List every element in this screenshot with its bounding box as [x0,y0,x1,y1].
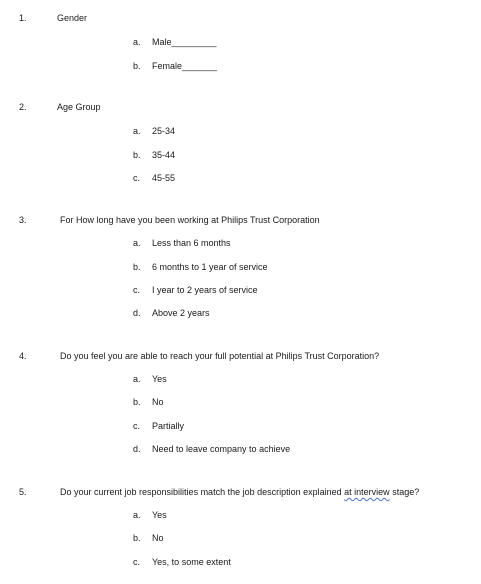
option-text: 35-44 [152,150,176,160]
question-text: Do you feel you are able to reach your full potential at Philips Trust Corporation? [60,351,380,361]
option-text: No [152,533,164,543]
option-letter: b. [133,150,141,160]
grammar-flagged-text[interactable]: at interview [344,487,390,497]
option-letter: c. [133,421,141,431]
option-letter: b. [133,397,141,407]
option-text: Less than 6 months [152,238,231,248]
option-letter: c. [133,285,141,295]
option-letter: c. [133,173,141,183]
option-text: Partially [152,421,185,431]
option-letter: a. [133,238,141,248]
option-text: Yes, to some extent [152,557,231,567]
option-text: 6 months to 1 year of service [152,262,268,272]
option-text: Male_________ [152,37,217,47]
question-text-start: Do your current job responsibilities match the job description explained [60,487,345,497]
option-text: Yes [152,510,167,520]
option-letter: a. [133,374,141,384]
option-letter: a. [133,126,141,136]
option-text: Above 2 years [152,308,210,318]
question-text: Age Group [57,102,101,112]
question-text-end: stage? [389,487,420,497]
option-text: No [152,397,164,407]
option-letter: b. [133,61,141,71]
option-text: Yes [152,374,167,384]
option-text: 25-34 [152,126,176,136]
option-letter: c. [133,557,141,567]
question-text: For How long have you been working at Philips Trust Corporation [60,215,320,225]
option-text: 45-55 [152,173,176,183]
option-text: Female_______ [152,61,218,71]
option-letter: b. [133,262,141,272]
question-number: 3. [19,215,27,225]
question-number: 4. [19,351,27,361]
question-number: 5. [19,487,27,497]
question-text [60,487,419,497]
option-letter: a. [133,37,141,47]
question-number: 1. [19,13,27,23]
question-text: Gender [57,13,88,23]
option-letter: b. [133,533,141,543]
option-letter: a. [133,510,141,520]
question-number: 2. [19,102,27,112]
option-text: Need to leave company to achieve [152,444,291,454]
option-letter: d. [133,308,141,318]
option-text: I year to 2 years of service [152,285,258,295]
option-letter: d. [133,444,141,454]
